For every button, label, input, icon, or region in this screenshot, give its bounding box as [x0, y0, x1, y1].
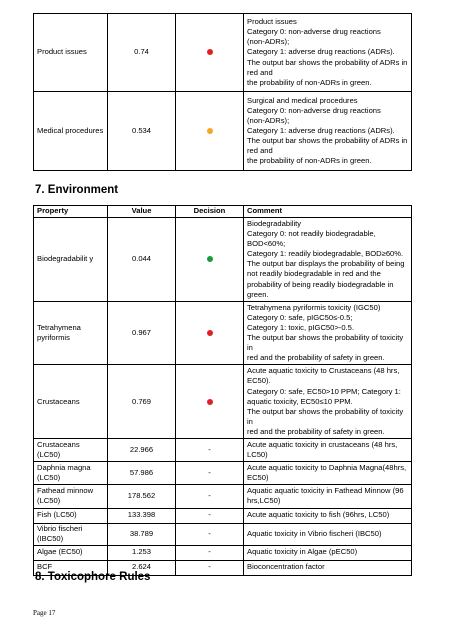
- environment-table-body: [34, 218, 412, 576]
- decision-cell: [176, 218, 244, 302]
- environment-table: [33, 205, 412, 576]
- comment-line: Aquatic aquatic toxicity in Fathead Minnow (96: [247, 486, 404, 496]
- page-number: Page 17: [33, 609, 56, 617]
- value-cell: 133.398: [108, 508, 176, 523]
- property-cell: Fathead minnow (LC50): [34, 485, 108, 508]
- comment-line: Acute aquatic toxicity in crustaceans (48 hrs,: [247, 439, 398, 449]
- header-comment: Comment: [244, 206, 412, 218]
- comment-line: red and: [247, 67, 273, 77]
- table-row: [34, 218, 412, 302]
- table-row: [34, 545, 412, 560]
- property-cell: Vibrio fischeri (IBC50): [34, 523, 108, 545]
- comment-line: Category 1: toxic, pIGC50>-0.5.: [247, 322, 354, 332]
- decision-dash: -: [208, 468, 211, 478]
- property-cell: Medical procedures: [34, 92, 108, 171]
- comment-line: Category 1: readily biodegradable, BOD≥60%.: [247, 249, 404, 259]
- comment-cell: [244, 508, 412, 523]
- comment-line: Category 0: safe, EC50>10 PPM; Category 1:: [247, 386, 401, 396]
- top-table: [33, 13, 412, 171]
- property-cell: Crustaceans (LC50): [34, 438, 108, 461]
- table-row: [34, 14, 412, 92]
- comment-line: Category 1: adverse drug reactions (ADRs).: [247, 47, 395, 57]
- decision-dash: -: [208, 491, 211, 501]
- decision-dot-icon: [207, 256, 213, 262]
- comment-line: Surgical and medical procedures: [247, 95, 358, 105]
- comment-line: Bioconcentration factor: [247, 562, 325, 572]
- comment-line: Product issues: [247, 17, 297, 27]
- comment-cell: [244, 218, 412, 302]
- decision-cell: [176, 485, 244, 508]
- comment-line: green.: [247, 289, 269, 299]
- comment-line: Biodegradability: [247, 219, 302, 228]
- decision-dot-icon: [207, 330, 213, 336]
- table-row: [34, 365, 412, 439]
- comment-line: The output bar shows the probability of ADRs in: [247, 57, 408, 67]
- comment-cell: [244, 560, 412, 575]
- comment-cell: [244, 14, 412, 92]
- property-cell: Tetrahymena pyriformis: [34, 301, 108, 365]
- table-row: [34, 508, 412, 523]
- comment-line: Acute aquatic toxicity to fish (96hrs, LC50): [247, 510, 390, 520]
- property-cell: BCF: [34, 560, 108, 575]
- decision-dash: -: [208, 445, 211, 455]
- table-row: [34, 485, 412, 508]
- property-cell: Daphnia magna (LC50): [34, 462, 108, 485]
- decision-dash: -: [208, 547, 211, 557]
- property-cell: Algae (EC50): [34, 545, 108, 560]
- comment-line: not readily biodegradable in red and the: [247, 269, 381, 279]
- top-table-body: [34, 14, 412, 171]
- comment-line: hrs,LC50): [247, 496, 281, 506]
- comment-line: Acute aquatic toxicity to Crustaceans (48 hrs,: [247, 366, 400, 376]
- comment-line: (non-ADRs);: [247, 115, 290, 125]
- comment-line: Category 1: adverse drug reactions (ADRs).: [247, 125, 395, 135]
- value-cell: 0.74: [108, 14, 176, 92]
- comment-cell: [244, 438, 412, 461]
- value-cell: 1.253: [108, 545, 176, 560]
- decision-cell: [176, 508, 244, 523]
- table-row: [34, 92, 412, 171]
- table-row: [34, 438, 412, 461]
- value-cell: 22.966: [108, 438, 176, 461]
- decision-dash: -: [208, 528, 211, 538]
- comment-line: Category 0: not readily biodegradable, BOD<60%;: [247, 229, 376, 249]
- comment-cell: [244, 485, 412, 508]
- comment-line: Aquatic toxicity in Algae (pEC50): [247, 547, 358, 557]
- comment-line: LC50): [247, 450, 268, 460]
- comment-line: EC50).: [247, 376, 271, 386]
- table-row: [34, 523, 412, 545]
- property-cell: Fish (LC50): [34, 508, 108, 523]
- value-cell: 0.044: [108, 218, 176, 302]
- property-cell: Crustaceans: [34, 365, 108, 439]
- comment-line: aquatic toxicity, EC50≤10 PPM.: [247, 396, 353, 406]
- comment-line: Category 0: safe, pIGC50≤-0.5;: [247, 312, 353, 322]
- value-cell: 0.769: [108, 365, 176, 439]
- comment-line: Aquatic toxicity in Vibrio fischeri (IBC50): [247, 528, 382, 538]
- comment-line: red and the probability of safety in green.: [247, 426, 385, 436]
- comment-cell: [244, 462, 412, 485]
- section-8-title: 8. Toxicophore Rules: [35, 571, 151, 583]
- decision-cell: [176, 301, 244, 365]
- decision-cell: [176, 14, 244, 92]
- comment-line: (non-ADRs);: [247, 37, 290, 47]
- decision-dot-icon: [207, 49, 213, 55]
- comment-line: The output bar displays the probability of being: [247, 259, 405, 269]
- table-row: [34, 462, 412, 485]
- decision-cell: [176, 545, 244, 560]
- comment-line: the probability of non-ADRs in green.: [247, 77, 372, 87]
- decision-cell: [176, 560, 244, 575]
- decision-dot-icon: [207, 128, 213, 134]
- comment-cell: [244, 92, 412, 171]
- value-cell: 0.967: [108, 301, 176, 365]
- comment-line: EC50): [247, 473, 269, 483]
- decision-dash: -: [208, 510, 211, 520]
- comment-line: Acute aquatic toxicity to Daphnia Magna(48hrs,: [247, 463, 407, 473]
- section-7-title: 7. Environment: [35, 184, 119, 196]
- decision-cell: [176, 438, 244, 461]
- header-value: Value: [108, 206, 176, 218]
- comment-line: The output bar shows the probability of toxicity in: [247, 333, 404, 353]
- header-decision: Decision: [176, 206, 244, 218]
- decision-cell: [176, 523, 244, 545]
- decision-cell: [176, 92, 244, 171]
- property-cell: Product issues: [34, 14, 108, 92]
- comment-line: probability of being readily biodegradable in: [247, 279, 394, 289]
- value-cell: 178.562: [108, 485, 176, 508]
- property-cell: Biodegradabilit y: [34, 218, 108, 302]
- decision-dot-icon: [207, 399, 213, 405]
- value-cell: 38.789: [108, 523, 176, 545]
- comment-line: red and: [247, 146, 273, 156]
- decision-dash: -: [208, 562, 211, 572]
- table-row: [34, 301, 412, 365]
- value-cell: 0.534: [108, 92, 176, 171]
- comment-line: The output bar shows the probability of ADRs in: [247, 136, 408, 146]
- decision-cell: [176, 365, 244, 439]
- value-cell: 57.986: [108, 462, 176, 485]
- comment-line: The output bar shows the probability of toxicity in: [247, 406, 404, 426]
- comment-line: Category 0: non-adverse drug reactions: [247, 105, 381, 115]
- comment-cell: [244, 545, 412, 560]
- comment-cell: [244, 365, 412, 439]
- comment-line: Tetrahymena pyriformis toxicity (IGC50): [247, 302, 381, 312]
- environment-header-row: [34, 206, 412, 218]
- comment-line: the probability of non-ADRs in green.: [247, 156, 372, 166]
- comment-cell: [244, 301, 412, 365]
- value-cell: 2.624: [108, 560, 176, 575]
- comment-line: Category 0: non-adverse drug reactions: [247, 27, 381, 37]
- comment-line: red and the probability of safety in green.: [247, 353, 385, 363]
- header-property: Property: [34, 206, 108, 218]
- comment-cell: [244, 523, 412, 545]
- decision-cell: [176, 462, 244, 485]
